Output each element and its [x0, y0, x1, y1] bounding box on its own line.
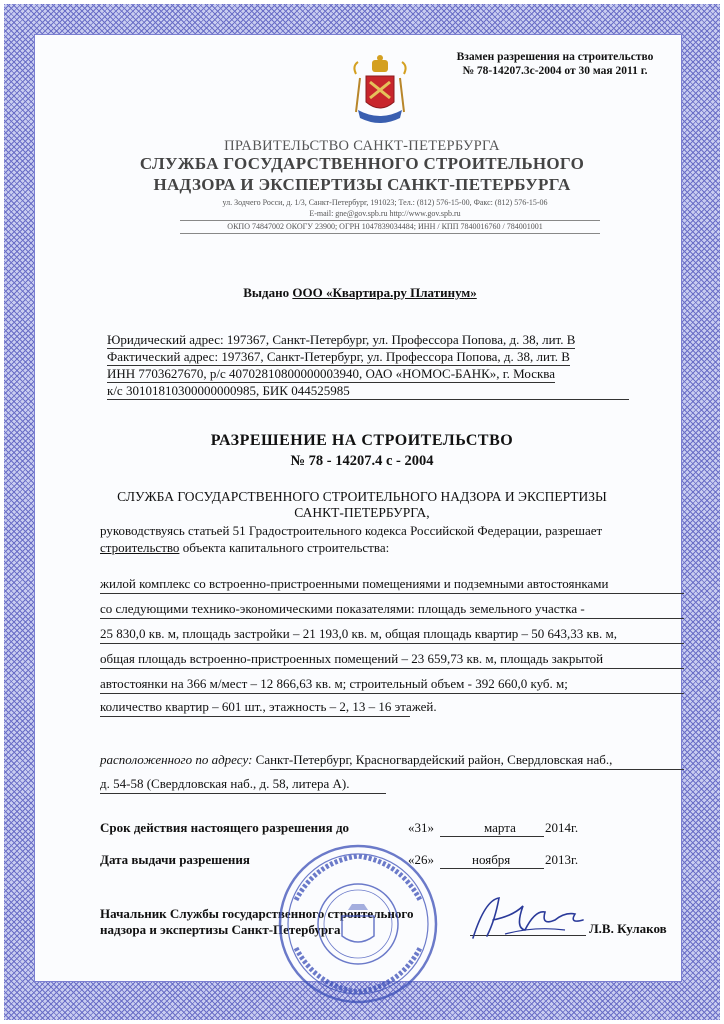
- signatory-name: Л.В. Кулаков: [589, 921, 667, 936]
- service-caption-line2: САНКТ-ПЕТЕРБУРГА,: [294, 505, 430, 520]
- issue-date-day: «26»: [408, 852, 434, 867]
- validity-label: Срок действия настоящего разрешения до: [100, 820, 350, 835]
- service-caption-line1: СЛУЖБА ГОСУДАРСТВЕННОГО СТРОИТЕЛЬНОГО НАДЗОРА И ЭКСПЕРТИЗЫ: [117, 489, 607, 504]
- validity-month: марта: [484, 820, 516, 835]
- document-number: № 78 - 14207.4 с - 2004: [290, 453, 434, 469]
- underline: [100, 668, 684, 669]
- contact-email: E-mail: gne@gov.spb.ru http://www.gov.spb.ru: [309, 209, 461, 218]
- signatory-title-line1: Начальник Службы государственного строительного: [100, 906, 414, 921]
- actual-address: Фактический адрес: 197367, Санкт-Петербург, ул. Профессора Попова, д. 38, лит. В: [107, 349, 570, 364]
- registration-codes: ОКПО 74847002 ОКОГУ 23900; ОГРН 1047839034484; ИНН / КПП 7840016760 / 784001001: [227, 222, 543, 231]
- address-line: [107, 348, 570, 366]
- validity-year: 2014г.: [545, 820, 579, 835]
- underline: [100, 716, 410, 717]
- object-line: 25 830,0 кв. м, площадь застройки – 21 193,0 кв. м, общая площадь квартир – 50 643,33 кв. м,: [100, 626, 617, 641]
- service-name-line2: НАДЗОРА И ЭКСПЕРТИЗЫ САНКТ-ПЕТЕРБУРГА: [153, 175, 571, 194]
- issued-company: ООО «Квартира.ру Платинум»: [292, 285, 477, 300]
- underline: [100, 793, 386, 794]
- service-name-line1: СЛУЖБА ГОСУДАРСТВЕННОГО СТРОИТЕЛЬНОГО: [139, 154, 585, 173]
- issue-date-label: Дата выдачи разрешения: [100, 852, 250, 867]
- underline: [270, 769, 684, 770]
- underline: [100, 593, 684, 594]
- location-address: Санкт-Петербург, Красногвардейский район, Свердловская наб.,: [252, 752, 613, 767]
- address-line: [107, 382, 629, 400]
- document-title: РАЗРЕШЕНИЕ НА СТРОИТЕЛЬСТВО: [210, 432, 514, 449]
- issued-to: [100, 285, 620, 301]
- underline: [100, 618, 684, 619]
- official-stamp-icon: [276, 842, 440, 1006]
- replaces-note: [440, 50, 670, 78]
- object-line: общая площадь встроенно-пристроенных помещений – 23 659,73 кв. м, площадь закрытой: [100, 651, 604, 666]
- object-line: количество квартир – 601 шт., этажность – 2, 13 – 16 этажей.: [100, 699, 437, 714]
- guided-text: руководствуясь статьей 51 Градостроительного кодекса Российской Федерации, разрешает: [100, 523, 603, 538]
- replaces-note-line1: Взамен разрешения на строительство: [456, 51, 654, 63]
- address-line: [107, 365, 555, 383]
- signature-icon: [465, 890, 595, 945]
- legal-address: Юридический адрес: 197367, Санкт-Петербург, ул. Профессора Попова, д. 38, лит. В: [107, 332, 576, 347]
- signatory-title-line2: надзора и экспертизы Санкт-Петербурга: [100, 922, 341, 937]
- underline: [440, 836, 544, 837]
- object-line: жилой комплекс со встроенно-пристроенными помещениями и подземными автостоянками: [100, 576, 609, 591]
- construction-rest: объекта капитального строительства:: [179, 540, 390, 555]
- header-divider-bottom: [180, 233, 600, 234]
- underline: [440, 868, 544, 869]
- coat-of-arms-icon: [350, 52, 410, 128]
- government-name: ПРАВИТЕЛЬСТВО САНКТ-ПЕТЕРБУРГА: [224, 138, 500, 154]
- header-divider: [180, 220, 600, 221]
- object-line: со следующими технико-экономическими показателями: площадь земельного участка -: [100, 601, 585, 616]
- underline: [100, 643, 684, 644]
- location-line2: д. 54-58 (Свердловская наб., д. 58, литера А).: [100, 776, 350, 791]
- validity-day: «31»: [408, 820, 434, 835]
- location-label: расположенного по адресу:: [100, 752, 253, 767]
- issue-date-year: 2013г.: [545, 852, 579, 867]
- construction-word: строительство: [100, 540, 180, 555]
- replaces-note-line2: № 78-14207.3с-2004 от 30 мая 2011 г.: [462, 65, 648, 77]
- issued-prefix: Выдано: [243, 285, 293, 300]
- object-line: автостоянки на 366 м/мест – 12 866,63 кв. м; строительный объем - 392 660,0 куб. м;: [100, 676, 568, 691]
- location-line1: [100, 752, 612, 768]
- bank-account: к/с 30101810300000000985, БИК 044525985: [107, 382, 629, 400]
- issue-date-month: ноября: [472, 852, 511, 867]
- bank-details: ИНН 7703627670, р/с 40702810800000003940, ОАО «НОМОС-БАНК», г. Москва: [107, 366, 556, 381]
- construction-text: [100, 540, 389, 556]
- address-line: [107, 331, 575, 349]
- underline: [100, 693, 684, 694]
- contact-address: ул. Зодчего Росси, д. 1/3, Санкт-Петербург, 191023; Тел.: (812) 576-15-00, Факс: (812) 576-15-06: [222, 198, 548, 207]
